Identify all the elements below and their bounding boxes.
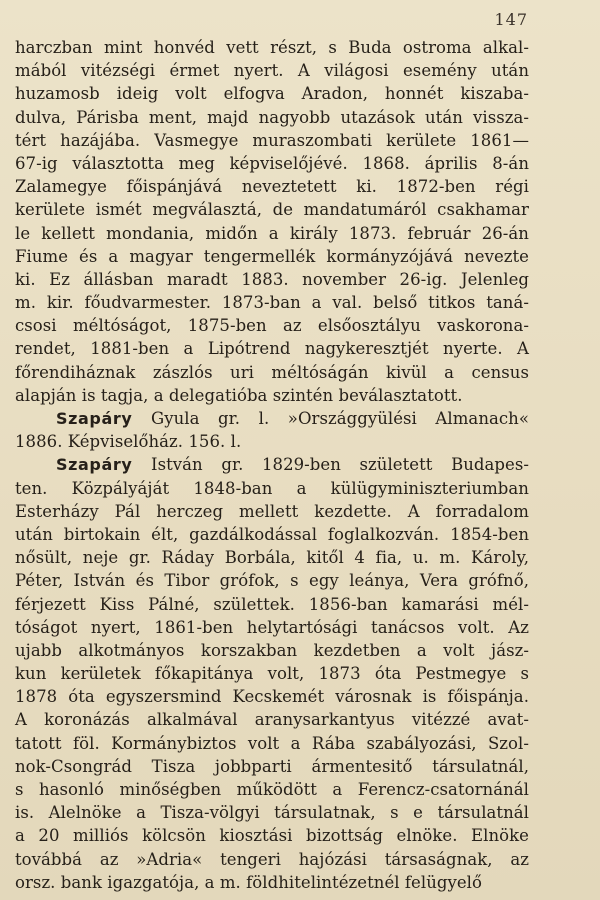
- text-line: tért hazájába. Vasmegye muraszombati kerülete 1861—: [15, 130, 529, 150]
- entry-text: Gyula gr. l. »Országgyülési Almanach«: [132, 409, 529, 428]
- text-line: 67-ig választotta meg képviselőjévé. 1868. április 8-án: [15, 153, 529, 173]
- entry-surname: Szapáry: [56, 409, 133, 428]
- text-line: tóságot nyert, 1861-ben helytartósági tanácsos volt. Az: [15, 617, 529, 637]
- text-line: továbbá az »Adria« tengeri hajózási társaságnak, az: [15, 849, 529, 869]
- text-line: A koronázás alkalmával aranysarkantyus vitézzé avat-: [15, 710, 529, 730]
- text-line: Esterházy Pál herczeg mellett kezdette. A forradalom: [15, 501, 529, 521]
- text-line: [15, 453, 529, 476]
- text-line: rendet, 1881-ben a Lipótrend nagykeresztjét nyerte. A: [15, 339, 529, 359]
- text-line: csosi méltóságot, 1875-ben az elsőosztályu vaskorona-: [15, 316, 529, 336]
- paragraph-continuation: [15, 36, 529, 407]
- text-line: dulva, Párisba ment, majd nagyobb utazások után vissza-: [15, 107, 529, 127]
- text-line: [15, 407, 529, 430]
- page-text: [15, 36, 529, 894]
- text-line: ujabb alkotmányos korszakban kezdetben a volt jász-: [15, 640, 529, 660]
- text-line: nősült, neje gr. Ráday Borbála, kitől 4 fia, u. m. Károly,: [15, 548, 529, 568]
- text-line: alapján is tagja, a delegatióba szintén beválasztatott.: [15, 385, 463, 405]
- text-line: m. kir. főudvarmester. 1873-ban a val. belső titkos taná-: [15, 293, 529, 313]
- text-line: férjezett Kiss Pálné, születtek. 1856-ban kamarási mél-: [15, 594, 529, 614]
- text-line: tatott föl. Kormánybiztos volt a Rába szabályozási, Szol-: [15, 733, 529, 753]
- paragraph-source-gyula: [15, 407, 529, 453]
- paragraph-entry-istvan: [15, 453, 529, 894]
- text-line: ki. Ez állásban maradt 1883. november 26-ig. Jelenleg: [15, 269, 529, 289]
- text-line: orsz. bank igazgatója, a m. földhitelintézetnél felügyelő: [15, 872, 482, 892]
- text-line: Zalamegye főispánjává neveztetett ki. 1872-ben régi: [15, 177, 529, 197]
- text-line: harczban mint honvéd vett részt, s Buda ostroma alkal-: [15, 38, 529, 57]
- text-line: kun kerületek főkapitánya volt, 1873 óta Pestmegye s: [15, 664, 529, 684]
- text-line: után birtokain élt, gazdálkodással foglalkozván. 1854-ben: [15, 524, 529, 544]
- page-number: 147: [494, 10, 528, 29]
- text-line: kerülete ismét megválasztá, de mandatumáról csakhamar: [15, 200, 529, 220]
- entry-surname: Szapáry: [56, 455, 133, 475]
- text-line: főrendiháznak zászlós uri méltóságán kivül a census: [15, 362, 529, 382]
- text-line: ten. Közpályáját 1848-ban a külügyminiszteriumban: [15, 478, 529, 498]
- text-line: huzamosb ideig volt elfogva Aradon, honnét kiszaba-: [15, 84, 529, 104]
- text-line: Fiume és a magyar tengermellék kormányzójává nevezte: [15, 246, 529, 266]
- text-line: is. Alelnöke a Tisza-völgyi társulatnak, s e társulatnál: [15, 803, 529, 823]
- text-line: a 20 milliós kölcsön kiosztási bizottság elnöke. Elnöke: [15, 826, 529, 846]
- entry-text: István gr. 1829-ben született Budapes-: [132, 455, 529, 475]
- text-line: Péter, István és Tibor grófok, s egy leánya, Vera grófnő,: [15, 571, 529, 591]
- text-line: mából vitézségi érmet nyert. A világosi esemény után: [15, 61, 529, 81]
- text-line: nok-Csongrád Tisza jobbparti ármentesitő társulatnál,: [15, 756, 529, 776]
- text-line: 1886. Képviselőház. 156. l.: [15, 432, 242, 452]
- text-line: 1878 óta egyszersmind Kecskemét városnak is főispánja.: [15, 687, 529, 707]
- text-line: s hasonló minőségben működött a Ferencz-csatornánál: [15, 780, 529, 799]
- text-line: le kellett mondania, midőn a király 1873. február 26-án: [15, 223, 529, 243]
